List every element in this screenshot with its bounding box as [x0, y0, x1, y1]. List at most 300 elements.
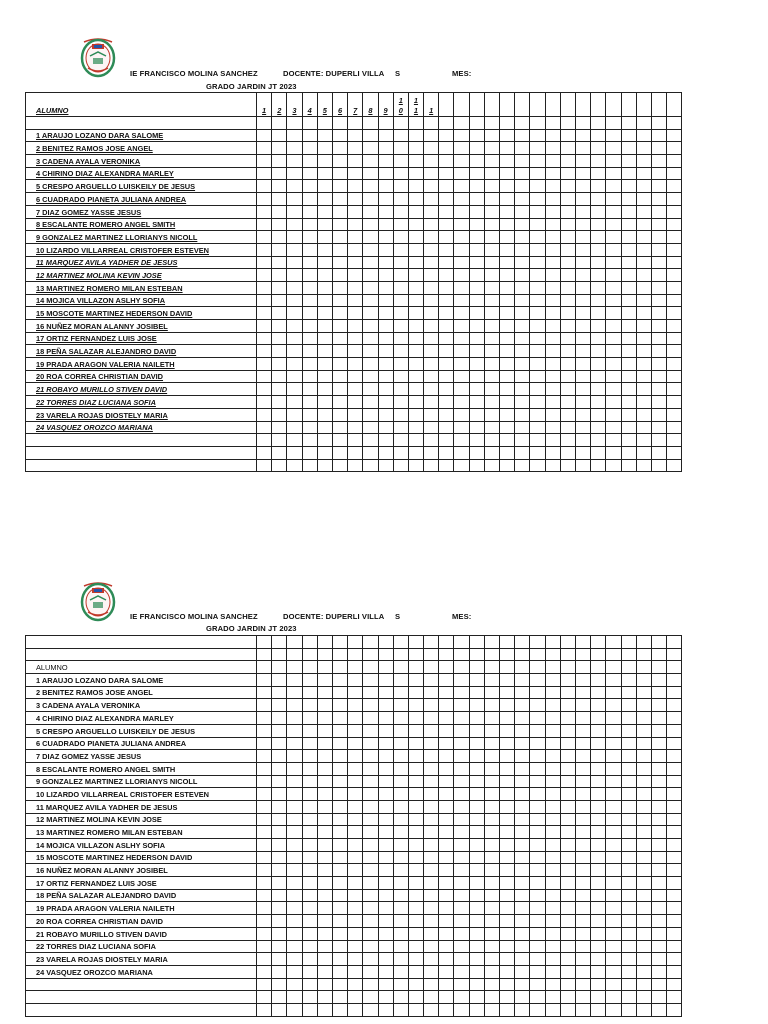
- attendance-cell[interactable]: [469, 446, 484, 459]
- attendance-cell[interactable]: [408, 129, 423, 142]
- attendance-cell[interactable]: [378, 877, 393, 890]
- attendance-cell[interactable]: [257, 294, 272, 307]
- attendance-cell[interactable]: [393, 446, 408, 459]
- attendance-cell[interactable]: [378, 927, 393, 940]
- attendance-cell[interactable]: [363, 434, 378, 447]
- attendance-cell[interactable]: [317, 636, 332, 649]
- attendance-cell[interactable]: [667, 864, 682, 877]
- attendance-cell[interactable]: [606, 750, 621, 763]
- attendance-cell[interactable]: [424, 889, 439, 902]
- attendance-cell[interactable]: [332, 902, 347, 915]
- attendance-cell[interactable]: [484, 269, 499, 282]
- attendance-cell[interactable]: [348, 712, 363, 725]
- attendance-cell[interactable]: [469, 256, 484, 269]
- attendance-cell[interactable]: [302, 851, 317, 864]
- attendance-cell[interactable]: [515, 839, 530, 852]
- attendance-cell[interactable]: [272, 927, 287, 940]
- attendance-cell[interactable]: [651, 345, 666, 358]
- attendance-cell[interactable]: [348, 294, 363, 307]
- attendance-cell[interactable]: [469, 269, 484, 282]
- attendance-cell[interactable]: [636, 1003, 651, 1016]
- attendance-cell[interactable]: [621, 674, 636, 687]
- attendance-cell[interactable]: [272, 636, 287, 649]
- attendance-cell[interactable]: [454, 281, 469, 294]
- attendance-cell[interactable]: [257, 231, 272, 244]
- attendance-cell[interactable]: [500, 370, 515, 383]
- attendance-cell[interactable]: [636, 358, 651, 371]
- attendance-cell[interactable]: [560, 231, 575, 244]
- attendance-cell[interactable]: [393, 383, 408, 396]
- attendance-cell[interactable]: [530, 991, 545, 1004]
- attendance-cell[interactable]: [606, 256, 621, 269]
- attendance-cell[interactable]: [257, 826, 272, 839]
- attendance-cell[interactable]: [332, 991, 347, 1004]
- attendance-cell[interactable]: [636, 851, 651, 864]
- attendance-cell[interactable]: [606, 699, 621, 712]
- attendance-cell[interactable]: [575, 332, 590, 345]
- attendance-cell[interactable]: [378, 648, 393, 661]
- attendance-cell[interactable]: [560, 813, 575, 826]
- attendance-cell[interactable]: [500, 978, 515, 991]
- attendance-cell[interactable]: [317, 1003, 332, 1016]
- attendance-cell[interactable]: [667, 307, 682, 320]
- attendance-cell[interactable]: [378, 661, 393, 674]
- attendance-cell[interactable]: [348, 256, 363, 269]
- attendance-cell[interactable]: [469, 800, 484, 813]
- attendance-cell[interactable]: [530, 737, 545, 750]
- attendance-cell[interactable]: [317, 408, 332, 421]
- attendance-cell[interactable]: [393, 421, 408, 434]
- attendance-cell[interactable]: [591, 686, 606, 699]
- attendance-cell[interactable]: [560, 408, 575, 421]
- attendance-cell[interactable]: [560, 396, 575, 409]
- attendance-cell[interactable]: [545, 915, 560, 928]
- attendance-cell[interactable]: [515, 408, 530, 421]
- attendance-cell[interactable]: [651, 712, 666, 725]
- attendance-cell[interactable]: [257, 775, 272, 788]
- attendance-cell[interactable]: [287, 256, 302, 269]
- attendance-cell[interactable]: [378, 294, 393, 307]
- attendance-cell[interactable]: [575, 636, 590, 649]
- attendance-cell[interactable]: [636, 231, 651, 244]
- attendance-cell[interactable]: [439, 991, 454, 1004]
- attendance-cell[interactable]: [363, 750, 378, 763]
- attendance-cell[interactable]: [591, 129, 606, 142]
- attendance-cell[interactable]: [469, 434, 484, 447]
- attendance-cell[interactable]: [393, 800, 408, 813]
- attendance-cell[interactable]: [302, 915, 317, 928]
- attendance-cell[interactable]: [651, 320, 666, 333]
- attendance-cell[interactable]: [530, 940, 545, 953]
- attendance-cell[interactable]: [515, 269, 530, 282]
- attendance-cell[interactable]: [272, 396, 287, 409]
- attendance-cell[interactable]: [500, 269, 515, 282]
- attendance-cell[interactable]: [424, 256, 439, 269]
- attendance-cell[interactable]: [287, 636, 302, 649]
- attendance-cell[interactable]: [545, 826, 560, 839]
- attendance-cell[interactable]: [515, 724, 530, 737]
- attendance-cell[interactable]: [667, 686, 682, 699]
- attendance-cell[interactable]: [500, 762, 515, 775]
- attendance-cell[interactable]: [287, 408, 302, 421]
- attendance-cell[interactable]: [484, 345, 499, 358]
- attendance-cell[interactable]: [667, 117, 682, 130]
- attendance-cell[interactable]: [500, 205, 515, 218]
- attendance-cell[interactable]: [317, 800, 332, 813]
- attendance-cell[interactable]: [302, 370, 317, 383]
- attendance-cell[interactable]: [378, 332, 393, 345]
- attendance-cell[interactable]: [454, 307, 469, 320]
- attendance-cell[interactable]: [545, 345, 560, 358]
- attendance-cell[interactable]: [575, 839, 590, 852]
- attendance-cell[interactable]: [560, 142, 575, 155]
- attendance-cell[interactable]: [257, 864, 272, 877]
- attendance-cell[interactable]: [530, 358, 545, 371]
- attendance-cell[interactable]: [454, 965, 469, 978]
- attendance-cell[interactable]: [530, 712, 545, 725]
- attendance-cell[interactable]: [667, 383, 682, 396]
- attendance-cell[interactable]: [424, 737, 439, 750]
- attendance-cell[interactable]: [515, 978, 530, 991]
- attendance-cell[interactable]: [393, 396, 408, 409]
- attendance-cell[interactable]: [272, 256, 287, 269]
- attendance-cell[interactable]: [257, 281, 272, 294]
- attendance-cell[interactable]: [454, 421, 469, 434]
- attendance-cell[interactable]: [378, 724, 393, 737]
- attendance-cell[interactable]: [560, 294, 575, 307]
- attendance-cell[interactable]: [272, 142, 287, 155]
- attendance-cell[interactable]: [454, 902, 469, 915]
- attendance-cell[interactable]: [424, 674, 439, 687]
- attendance-cell[interactable]: [667, 167, 682, 180]
- attendance-cell[interactable]: [469, 180, 484, 193]
- attendance-cell[interactable]: [378, 737, 393, 750]
- attendance-cell[interactable]: [424, 978, 439, 991]
- attendance-cell[interactable]: [393, 902, 408, 915]
- attendance-cell[interactable]: [348, 902, 363, 915]
- attendance-cell[interactable]: [651, 358, 666, 371]
- attendance-cell[interactable]: [651, 446, 666, 459]
- attendance-cell[interactable]: [515, 750, 530, 763]
- attendance-cell[interactable]: [667, 889, 682, 902]
- attendance-cell[interactable]: [378, 775, 393, 788]
- attendance-cell[interactable]: [484, 953, 499, 966]
- attendance-cell[interactable]: [621, 243, 636, 256]
- attendance-cell[interactable]: [500, 826, 515, 839]
- attendance-cell[interactable]: [667, 851, 682, 864]
- attendance-cell[interactable]: [606, 686, 621, 699]
- attendance-cell[interactable]: [621, 231, 636, 244]
- attendance-cell[interactable]: [332, 927, 347, 940]
- attendance-cell[interactable]: [363, 813, 378, 826]
- attendance-cell[interactable]: [424, 1003, 439, 1016]
- attendance-cell[interactable]: [302, 636, 317, 649]
- attendance-cell[interactable]: [348, 281, 363, 294]
- attendance-cell[interactable]: [439, 370, 454, 383]
- attendance-cell[interactable]: [651, 408, 666, 421]
- attendance-cell[interactable]: [575, 294, 590, 307]
- attendance-cell[interactable]: [591, 674, 606, 687]
- attendance-cell[interactable]: [500, 965, 515, 978]
- attendance-cell[interactable]: [500, 421, 515, 434]
- attendance-cell[interactable]: [606, 826, 621, 839]
- attendance-cell[interactable]: [575, 205, 590, 218]
- attendance-cell[interactable]: [424, 991, 439, 1004]
- attendance-cell[interactable]: [332, 877, 347, 890]
- attendance-cell[interactable]: [287, 940, 302, 953]
- attendance-cell[interactable]: [515, 332, 530, 345]
- attendance-cell[interactable]: [393, 370, 408, 383]
- attendance-cell[interactable]: [560, 775, 575, 788]
- attendance-cell[interactable]: [606, 839, 621, 852]
- attendance-cell[interactable]: [424, 636, 439, 649]
- attendance-cell[interactable]: [621, 636, 636, 649]
- attendance-cell[interactable]: [408, 269, 423, 282]
- attendance-cell[interactable]: [454, 205, 469, 218]
- attendance-cell[interactable]: [575, 1003, 590, 1016]
- attendance-cell[interactable]: [621, 915, 636, 928]
- attendance-cell[interactable]: [393, 180, 408, 193]
- attendance-cell[interactable]: [424, 307, 439, 320]
- attendance-cell[interactable]: [302, 826, 317, 839]
- attendance-cell[interactable]: [621, 864, 636, 877]
- attendance-cell[interactable]: [560, 889, 575, 902]
- attendance-cell[interactable]: [302, 978, 317, 991]
- attendance-cell[interactable]: [530, 775, 545, 788]
- attendance-cell[interactable]: [287, 180, 302, 193]
- attendance-cell[interactable]: [606, 724, 621, 737]
- attendance-cell[interactable]: [560, 345, 575, 358]
- attendance-cell[interactable]: [484, 712, 499, 725]
- attendance-cell[interactable]: [287, 686, 302, 699]
- attendance-cell[interactable]: [424, 320, 439, 333]
- attendance-cell[interactable]: [621, 940, 636, 953]
- attendance-cell[interactable]: [667, 358, 682, 371]
- attendance-cell[interactable]: [454, 712, 469, 725]
- attendance-cell[interactable]: [348, 978, 363, 991]
- attendance-cell[interactable]: [439, 661, 454, 674]
- attendance-cell[interactable]: [591, 889, 606, 902]
- attendance-cell[interactable]: [378, 129, 393, 142]
- attendance-cell[interactable]: [378, 940, 393, 953]
- attendance-cell[interactable]: [667, 256, 682, 269]
- attendance-cell[interactable]: [257, 762, 272, 775]
- attendance-cell[interactable]: [424, 839, 439, 852]
- attendance-cell[interactable]: [591, 345, 606, 358]
- attendance-cell[interactable]: [332, 953, 347, 966]
- attendance-cell[interactable]: [424, 129, 439, 142]
- attendance-cell[interactable]: [302, 218, 317, 231]
- attendance-cell[interactable]: [439, 686, 454, 699]
- attendance-cell[interactable]: [272, 167, 287, 180]
- attendance-cell[interactable]: [591, 358, 606, 371]
- attendance-cell[interactable]: [591, 320, 606, 333]
- attendance-cell[interactable]: [621, 699, 636, 712]
- attendance-cell[interactable]: [575, 408, 590, 421]
- attendance-cell[interactable]: [317, 421, 332, 434]
- attendance-cell[interactable]: [348, 661, 363, 674]
- attendance-cell[interactable]: [621, 446, 636, 459]
- attendance-cell[interactable]: [575, 421, 590, 434]
- attendance-cell[interactable]: [363, 636, 378, 649]
- attendance-cell[interactable]: [454, 636, 469, 649]
- attendance-cell[interactable]: [591, 813, 606, 826]
- attendance-cell[interactable]: [408, 978, 423, 991]
- attendance-cell[interactable]: [606, 459, 621, 472]
- attendance-cell[interactable]: [363, 281, 378, 294]
- attendance-cell[interactable]: [439, 294, 454, 307]
- attendance-cell[interactable]: [500, 396, 515, 409]
- attendance-cell[interactable]: [378, 788, 393, 801]
- attendance-cell[interactable]: [272, 218, 287, 231]
- attendance-cell[interactable]: [621, 661, 636, 674]
- attendance-cell[interactable]: [500, 256, 515, 269]
- attendance-cell[interactable]: [636, 167, 651, 180]
- attendance-cell[interactable]: [408, 724, 423, 737]
- attendance-cell[interactable]: [545, 902, 560, 915]
- attendance-cell[interactable]: [515, 991, 530, 1004]
- attendance-cell[interactable]: [591, 281, 606, 294]
- attendance-cell[interactable]: [515, 358, 530, 371]
- attendance-cell[interactable]: [302, 383, 317, 396]
- attendance-cell[interactable]: [454, 459, 469, 472]
- attendance-cell[interactable]: [408, 1003, 423, 1016]
- attendance-cell[interactable]: [636, 320, 651, 333]
- attendance-cell[interactable]: [363, 712, 378, 725]
- attendance-cell[interactable]: [515, 648, 530, 661]
- attendance-cell[interactable]: [302, 661, 317, 674]
- attendance-cell[interactable]: [575, 750, 590, 763]
- attendance-cell[interactable]: [575, 281, 590, 294]
- attendance-cell[interactable]: [621, 421, 636, 434]
- attendance-cell[interactable]: [621, 345, 636, 358]
- attendance-cell[interactable]: [363, 927, 378, 940]
- attendance-cell[interactable]: [348, 686, 363, 699]
- attendance-cell[interactable]: [287, 775, 302, 788]
- attendance-cell[interactable]: [515, 180, 530, 193]
- attendance-cell[interactable]: [560, 648, 575, 661]
- attendance-cell[interactable]: [500, 446, 515, 459]
- attendance-cell[interactable]: [317, 864, 332, 877]
- attendance-cell[interactable]: [393, 345, 408, 358]
- attendance-cell[interactable]: [302, 269, 317, 282]
- attendance-cell[interactable]: [667, 446, 682, 459]
- attendance-cell[interactable]: [515, 434, 530, 447]
- attendance-cell[interactable]: [272, 446, 287, 459]
- attendance-cell[interactable]: [560, 256, 575, 269]
- attendance-cell[interactable]: [484, 408, 499, 421]
- attendance-cell[interactable]: [363, 864, 378, 877]
- attendance-cell[interactable]: [332, 1003, 347, 1016]
- attendance-cell[interactable]: [606, 953, 621, 966]
- attendance-cell[interactable]: [667, 737, 682, 750]
- attendance-cell[interactable]: [378, 636, 393, 649]
- attendance-cell[interactable]: [302, 434, 317, 447]
- attendance-cell[interactable]: [348, 1003, 363, 1016]
- attendance-cell[interactable]: [530, 965, 545, 978]
- attendance-cell[interactable]: [530, 674, 545, 687]
- attendance-cell[interactable]: [363, 762, 378, 775]
- attendance-cell[interactable]: [348, 877, 363, 890]
- attendance-cell[interactable]: [484, 434, 499, 447]
- attendance-cell[interactable]: [393, 231, 408, 244]
- attendance-cell[interactable]: [408, 889, 423, 902]
- attendance-cell[interactable]: [302, 839, 317, 852]
- attendance-cell[interactable]: [393, 332, 408, 345]
- attendance-cell[interactable]: [591, 788, 606, 801]
- attendance-cell[interactable]: [545, 851, 560, 864]
- attendance-cell[interactable]: [393, 712, 408, 725]
- attendance-cell[interactable]: [484, 864, 499, 877]
- attendance-cell[interactable]: [393, 978, 408, 991]
- attendance-cell[interactable]: [575, 142, 590, 155]
- attendance-cell[interactable]: [621, 358, 636, 371]
- attendance-cell[interactable]: [408, 927, 423, 940]
- attendance-cell[interactable]: [545, 383, 560, 396]
- attendance-cell[interactable]: [530, 180, 545, 193]
- attendance-cell[interactable]: [439, 142, 454, 155]
- attendance-cell[interactable]: [515, 129, 530, 142]
- attendance-cell[interactable]: [560, 636, 575, 649]
- attendance-cell[interactable]: [530, 383, 545, 396]
- attendance-cell[interactable]: [545, 750, 560, 763]
- attendance-cell[interactable]: [393, 877, 408, 890]
- attendance-cell[interactable]: [530, 408, 545, 421]
- attendance-cell[interactable]: [287, 674, 302, 687]
- attendance-cell[interactable]: [469, 762, 484, 775]
- attendance-cell[interactable]: [287, 320, 302, 333]
- attendance-cell[interactable]: [272, 864, 287, 877]
- attendance-cell[interactable]: [302, 775, 317, 788]
- attendance-cell[interactable]: [302, 294, 317, 307]
- attendance-cell[interactable]: [332, 661, 347, 674]
- attendance-cell[interactable]: [302, 750, 317, 763]
- attendance-cell[interactable]: [302, 396, 317, 409]
- attendance-cell[interactable]: [636, 294, 651, 307]
- attendance-cell[interactable]: [500, 851, 515, 864]
- attendance-cell[interactable]: [302, 408, 317, 421]
- attendance-cell[interactable]: [257, 332, 272, 345]
- attendance-cell[interactable]: [302, 345, 317, 358]
- attendance-cell[interactable]: [545, 459, 560, 472]
- attendance-cell[interactable]: [545, 864, 560, 877]
- attendance-cell[interactable]: [378, 358, 393, 371]
- attendance-cell[interactable]: [424, 218, 439, 231]
- attendance-cell[interactable]: [575, 851, 590, 864]
- attendance-cell[interactable]: [257, 965, 272, 978]
- attendance-cell[interactable]: [545, 218, 560, 231]
- attendance-cell[interactable]: [545, 167, 560, 180]
- attendance-cell[interactable]: [469, 193, 484, 206]
- attendance-cell[interactable]: [257, 256, 272, 269]
- attendance-cell[interactable]: [317, 269, 332, 282]
- attendance-cell[interactable]: [545, 434, 560, 447]
- attendance-cell[interactable]: [317, 915, 332, 928]
- attendance-cell[interactable]: [591, 877, 606, 890]
- attendance-cell[interactable]: [302, 256, 317, 269]
- attendance-cell[interactable]: [636, 256, 651, 269]
- attendance-cell[interactable]: [348, 699, 363, 712]
- attendance-cell[interactable]: [317, 877, 332, 890]
- attendance-cell[interactable]: [667, 269, 682, 282]
- attendance-cell[interactable]: [454, 953, 469, 966]
- attendance-cell[interactable]: [621, 281, 636, 294]
- attendance-cell[interactable]: [545, 1003, 560, 1016]
- attendance-cell[interactable]: [575, 674, 590, 687]
- attendance-cell[interactable]: [530, 117, 545, 130]
- attendance-cell[interactable]: [378, 155, 393, 168]
- attendance-cell[interactable]: [272, 269, 287, 282]
